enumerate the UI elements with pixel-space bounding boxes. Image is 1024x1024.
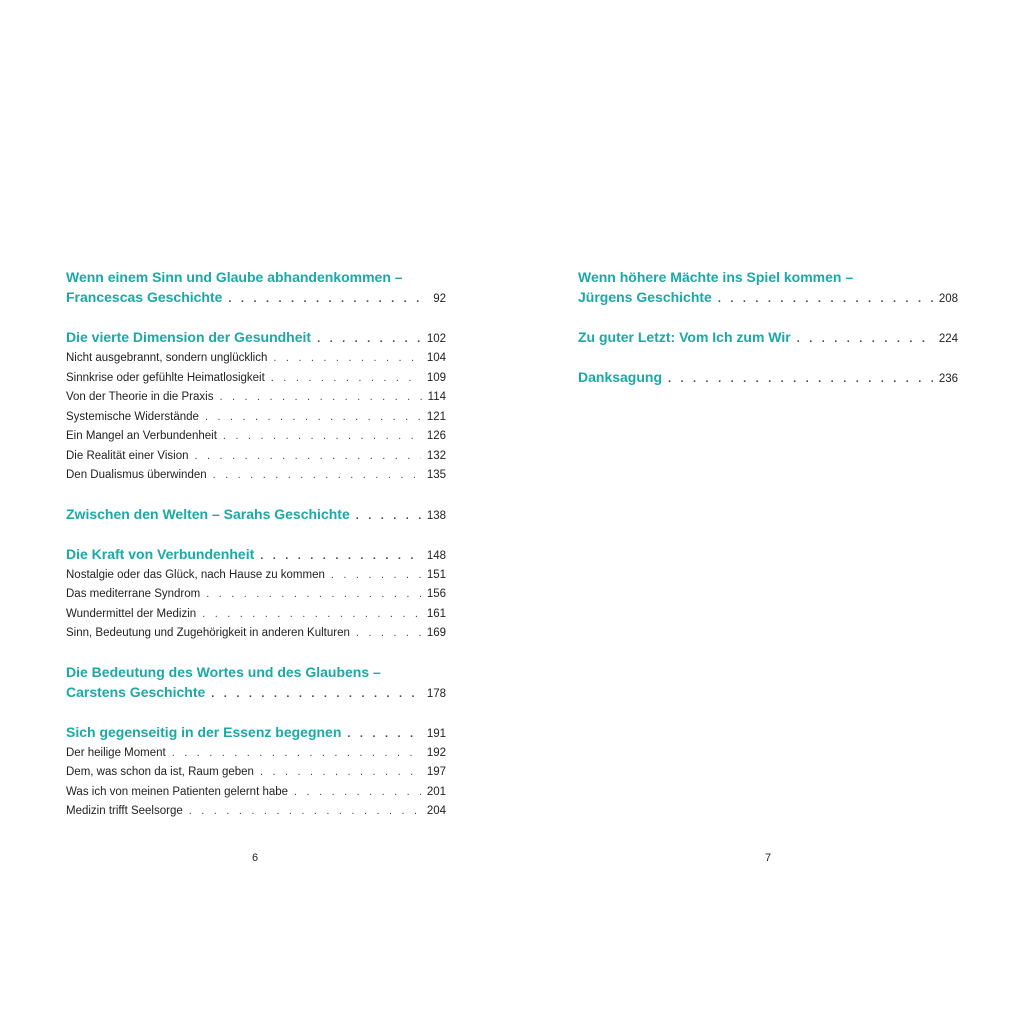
- section-entry: [66, 624, 446, 644]
- page-number-left: 6: [252, 852, 259, 864]
- dot-leader: [189, 802, 421, 822]
- chapter-entry-page-number: 92: [433, 293, 446, 305]
- section-entry-title: Medizin trifft Seelsorge: [66, 805, 183, 817]
- chapter-entry-title: Danksagung: [578, 369, 663, 385]
- chapter-entry-title: Sich gegenseitig in der Essenz begegnen: [66, 723, 342, 740]
- dot-leader: [331, 566, 421, 586]
- chapter-entry-page-number: 148: [426, 549, 446, 562]
- dot-leader: [271, 369, 421, 389]
- dot-leader: [294, 783, 421, 803]
- chapter-title-line1: Die Bedeutung des Wortes und des Glaubens –: [66, 663, 381, 680]
- dot-leader: [228, 289, 427, 309]
- section-entry-title: Sinnkrise oder gefühlte Heimatlosigkeit: [66, 371, 265, 384]
- chapter-entry-title: Die Kraft von Verbundenheit: [66, 545, 255, 562]
- section-entry-page-number: 192: [426, 746, 446, 759]
- section-entry: [66, 466, 446, 486]
- chapter-entry: [578, 327, 958, 349]
- chapter-entry: [66, 722, 446, 744]
- toc-chapter-group: [578, 327, 958, 349]
- dot-leader: [356, 624, 421, 644]
- toc-chapter-group: [66, 722, 446, 822]
- dot-leader: [206, 585, 421, 605]
- chapter-entry-page-number: 224: [938, 333, 958, 345]
- section-entry-page-number: 132: [426, 449, 446, 462]
- toc-chapter-group: [578, 367, 958, 389]
- dot-leader: [211, 684, 421, 704]
- chapter-entry-page-number: 191: [426, 727, 446, 740]
- section-entry-title: Den Dualismus überwinden: [66, 469, 207, 481]
- section-entry-title: Von der Theorie in die Praxis: [66, 391, 214, 403]
- dot-leader: [260, 546, 421, 566]
- chapter-entry: [578, 287, 958, 309]
- chapter-entry: [66, 327, 446, 349]
- dot-leader: [273, 349, 420, 369]
- dot-leader: [219, 388, 421, 408]
- chapter-entry-title: Die vierte Dimension der Gesundheit: [66, 329, 312, 345]
- section-entry: [66, 783, 446, 803]
- dot-leader: [213, 466, 421, 486]
- section-entry-title: Wundermittel der Medizin: [66, 607, 197, 620]
- section-entry-page-number: 161: [426, 607, 446, 620]
- section-entry-title: Dem, was schon da ist, Raum geben: [66, 766, 254, 778]
- section-entry: [66, 427, 446, 447]
- section-entry-title: Was ich von meinen Patienten gelernt habe: [66, 785, 289, 798]
- dot-leader: [356, 506, 421, 526]
- dot-leader: [317, 329, 421, 349]
- dot-leader: [668, 369, 933, 389]
- chapter-entry-page-number: 138: [426, 509, 446, 522]
- toc-chapter-group: [66, 504, 446, 526]
- section-entry-page-number: 135: [426, 469, 446, 481]
- section-entry-page-number: 151: [426, 568, 446, 581]
- dot-leader: [718, 289, 933, 309]
- chapter-entry-title: Zwischen den Welten – Sarahs Geschichte: [66, 505, 350, 522]
- section-entry-page-number: 169: [426, 627, 446, 639]
- toc-chapter-group: [66, 327, 446, 486]
- dot-leader: [205, 408, 421, 428]
- toc-chapter-group: [66, 662, 446, 704]
- dot-leader: [347, 724, 420, 744]
- section-entry: [66, 388, 446, 408]
- section-entry-page-number: 156: [426, 588, 446, 600]
- chapter-entry-title: Francescas Geschichte: [66, 289, 223, 305]
- dot-leader: [223, 427, 421, 447]
- chapter-entry-page-number: 208: [938, 293, 958, 305]
- section-entry-page-number: 126: [426, 430, 446, 442]
- toc-chapter-group: [66, 267, 446, 309]
- chapter-title-line1: Wenn einem Sinn und Glaube abhandenkommen –: [66, 269, 403, 285]
- chapter-entry-title: Zu guter Letzt: Vom Ich zum Wir: [578, 329, 791, 345]
- section-entry-title: Systemische Widerstände: [66, 410, 199, 423]
- chapter-entry: [578, 367, 958, 389]
- section-entry: [66, 566, 446, 586]
- chapter-entry: [66, 682, 446, 704]
- toc-left-page: [66, 267, 446, 840]
- toc-chapter-group: [66, 544, 446, 644]
- section-entry: [66, 605, 446, 625]
- chapter-entry-page-number: 102: [426, 333, 446, 345]
- section-entry-page-number: 201: [426, 785, 446, 798]
- section-entry-title: Der heilige Moment: [66, 746, 166, 759]
- section-entry-title: Nostalgie oder das Glück, nach Hause zu kommen: [66, 568, 325, 581]
- dot-leader: [202, 605, 421, 625]
- chapter-entry: [66, 287, 446, 309]
- section-entry: [66, 369, 446, 389]
- section-entry: [66, 763, 446, 783]
- chapter-entry-page-number: 236: [938, 373, 958, 385]
- section-entry-title: Die Realität einer Vision: [66, 449, 189, 462]
- chapter-entry: [66, 504, 446, 526]
- section-entry: [66, 408, 446, 428]
- section-entry-page-number: 109: [426, 371, 446, 384]
- chapter-entry: [66, 544, 446, 566]
- dot-leader: [172, 744, 421, 764]
- toc-right-page: [578, 267, 958, 407]
- chapter-title-line1: Wenn höhere Mächte ins Spiel kommen –: [578, 269, 854, 285]
- section-entry-title: Nicht ausgebrannt, sondern unglücklich: [66, 352, 268, 364]
- section-entry: [66, 585, 446, 605]
- section-entry-page-number: 121: [426, 410, 446, 423]
- section-entry-page-number: 204: [426, 805, 446, 817]
- section-entry: [66, 802, 446, 822]
- dot-leader: [195, 447, 421, 467]
- dot-leader: [797, 329, 933, 349]
- chapter-entry-title: Jürgens Geschichte: [578, 289, 712, 305]
- dot-leader: [260, 763, 421, 783]
- section-entry-page-number: 197: [426, 766, 446, 778]
- toc-chapter-group: [578, 267, 958, 309]
- section-entry-title: Sinn, Bedeutung und Zugehörigkeit in anderen Kulturen: [66, 627, 350, 639]
- chapter-entry-page-number: 178: [426, 687, 446, 700]
- section-entry-page-number: 104: [426, 352, 446, 364]
- section-entry: [66, 447, 446, 467]
- section-entry-title: Ein Mangel an Verbundenheit: [66, 430, 217, 442]
- section-entry: [66, 744, 446, 764]
- section-entry-title: Das mediterrane Syndrom: [66, 588, 201, 600]
- chapter-entry-title: Carstens Geschichte: [66, 683, 206, 700]
- section-entry-page-number: 114: [427, 391, 446, 403]
- section-entry: [66, 349, 446, 369]
- page-number-right: 7: [765, 852, 772, 864]
